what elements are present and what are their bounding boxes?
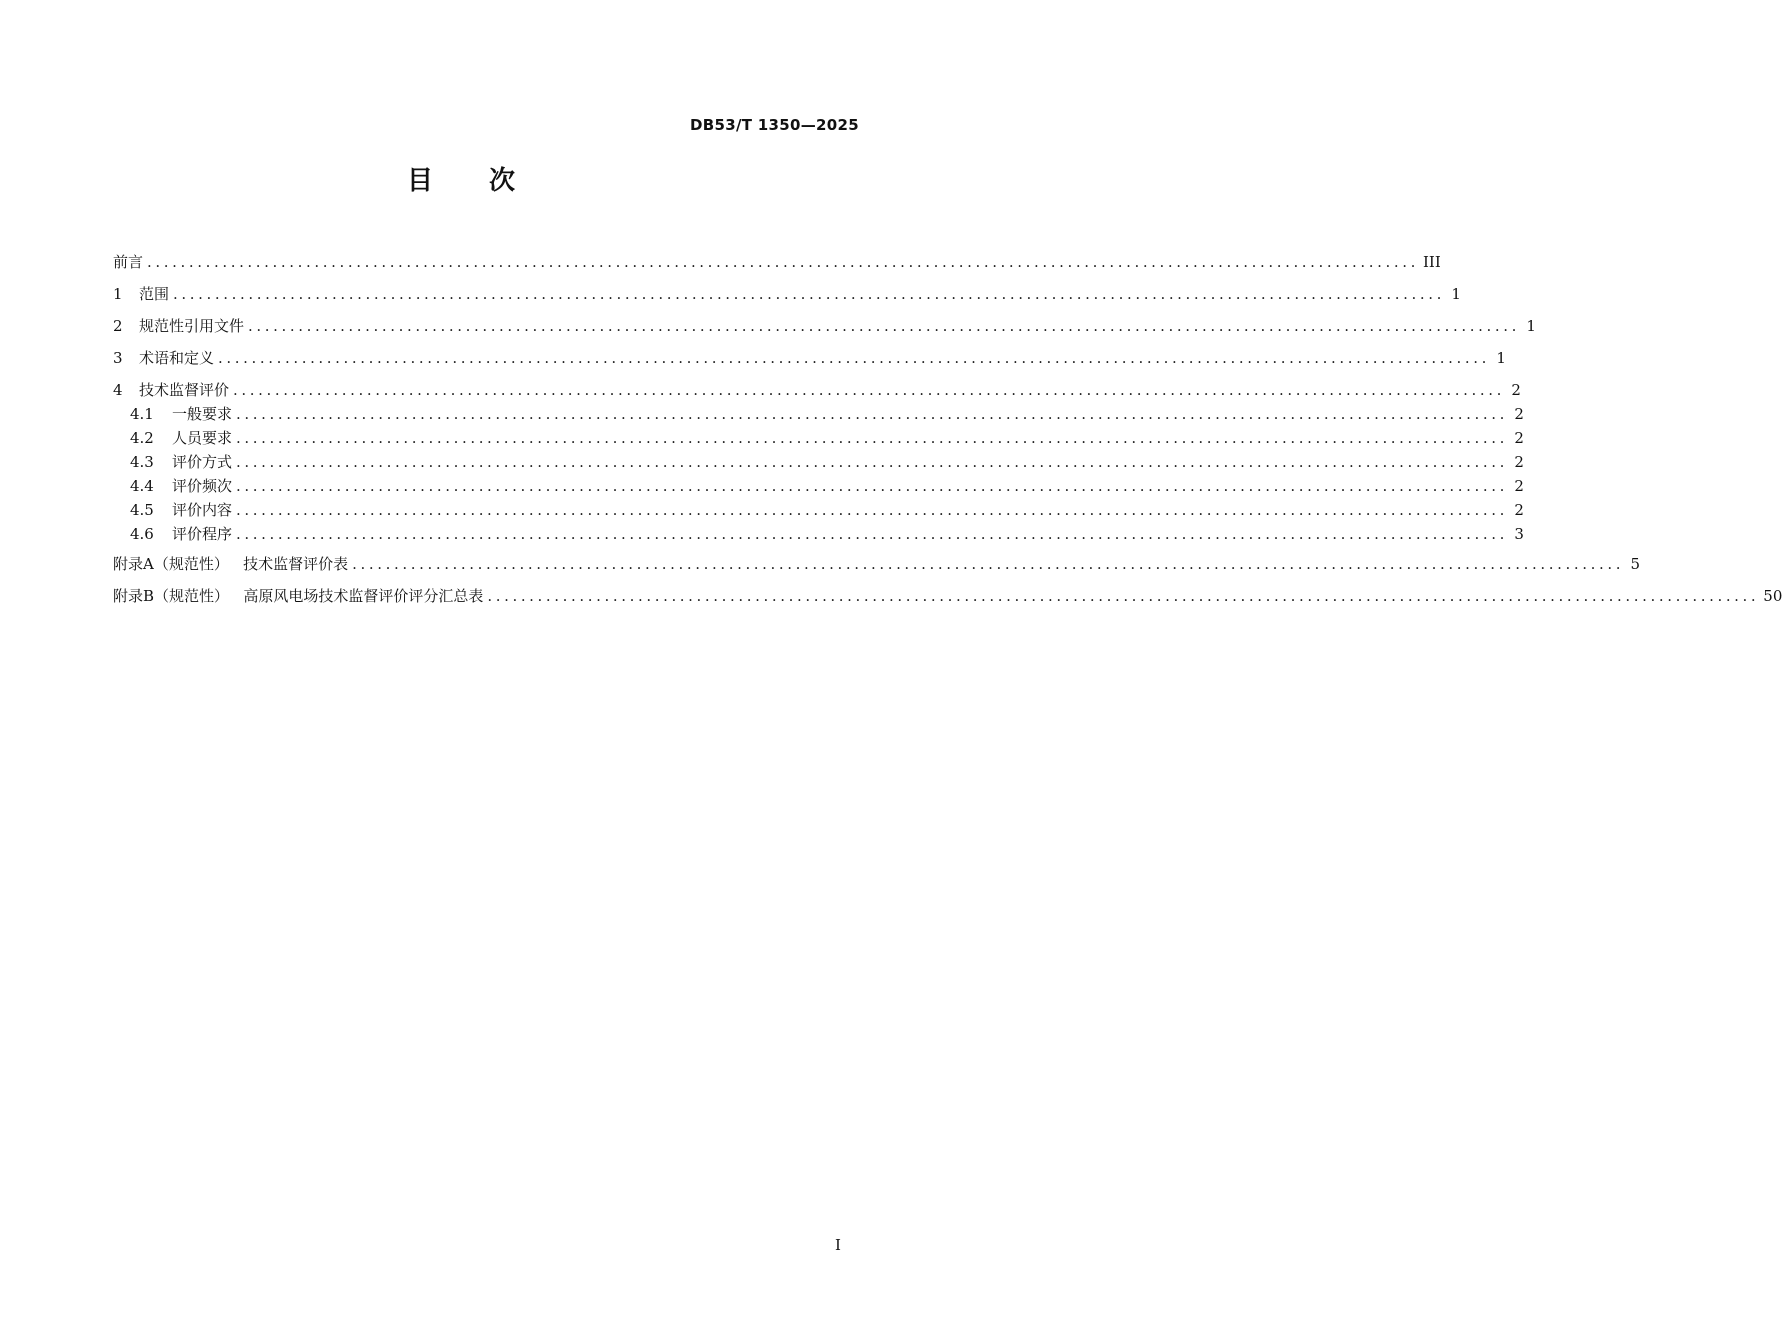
toc-entry-evaluation-procedure[interactable]: [113, 522, 1524, 552]
toc-leader-dots: ........................................................................................................................................................: [236, 477, 1508, 495]
toc-entry-evaluation[interactable]: [113, 378, 1521, 402]
toc-page: 5: [1630, 555, 1641, 573]
toc-page: 2: [1514, 477, 1524, 495]
toc-entry-normative-references[interactable]: [113, 314, 1536, 346]
toc-label: 规范性引用文件: [139, 317, 245, 335]
toc-page: 1: [1526, 317, 1536, 335]
toc-number: 4.4: [130, 477, 154, 495]
toc-page: III: [1422, 253, 1441, 271]
toc-entry-appendix-b[interactable]: [113, 584, 1782, 616]
toc-page: 2: [1514, 405, 1524, 423]
toc-entry-appendix-a[interactable]: [113, 552, 1641, 584]
toc-page: 2: [1514, 429, 1524, 447]
toc-number: 4: [113, 381, 123, 399]
toc-entry-personnel-requirements[interactable]: [113, 426, 1524, 450]
toc-label: 附录A（规范性） 技术监督评价表: [113, 555, 349, 573]
toc-page: 1: [1496, 349, 1506, 367]
table-of-contents: [113, 250, 1782, 616]
toc-number: 4.3: [130, 453, 154, 471]
toc-leader-dots: ........................................................................................................................................................: [352, 555, 1625, 573]
toc-label: 范围: [139, 285, 170, 303]
toc-entry-terms[interactable]: [113, 346, 1506, 378]
toc-label: 一般要求: [172, 405, 233, 423]
toc-label: 评价频次: [172, 477, 233, 495]
toc-entry-evaluation-frequency[interactable]: [113, 474, 1524, 498]
toc-page: 2: [1511, 381, 1521, 399]
toc-label: 人员要求: [172, 429, 233, 447]
toc-entry-evaluation-content[interactable]: [113, 498, 1524, 522]
toc-number: 1: [113, 285, 123, 303]
toc-leader-dots: ........................................................................................................................................................: [173, 285, 1445, 303]
toc-entry-general-requirements[interactable]: [113, 402, 1524, 426]
toc-number: 4.1: [130, 405, 154, 423]
toc-leader-dots: ........................................................................................................................................................: [236, 525, 1508, 543]
toc-leader-dots: ........................................................................................................................................................: [236, 501, 1508, 519]
toc-number: 4.6: [130, 525, 154, 543]
toc-leader-dots: ........................................................................................................................................................: [236, 405, 1508, 423]
toc-label: 术语和定义: [139, 349, 215, 367]
toc-page: 2: [1514, 501, 1524, 519]
toc-number: 2: [113, 317, 123, 335]
toc-label: 评价程序: [172, 525, 233, 543]
page-title: 目次: [406, 166, 571, 196]
page-number: I: [835, 1236, 841, 1254]
toc-label: 评价方式: [172, 453, 233, 471]
toc-page: 50: [1763, 587, 1782, 605]
toc-page: 3: [1514, 525, 1524, 543]
toc-entry-foreword[interactable]: [113, 250, 1441, 282]
toc-label: 技术监督评价: [139, 381, 230, 399]
toc-entry-scope[interactable]: [113, 282, 1461, 314]
toc-leader-dots: ........................................................................................................................................................: [147, 253, 1419, 271]
toc-label: 前言: [113, 253, 144, 271]
toc-leader-dots: ........................................................................................................................................................: [236, 429, 1508, 447]
toc-number: 4.2: [130, 429, 154, 447]
toc-leader-dots: ........................................................................................................................................................: [236, 453, 1508, 471]
toc-page: 2: [1514, 453, 1524, 471]
toc-leader-dots: ........................................................................................................................................................: [218, 349, 1490, 367]
toc-leader-dots: ........................................................................................................................................................: [248, 317, 1520, 335]
toc-label: 评价内容: [172, 501, 233, 519]
toc-page: 1: [1451, 285, 1461, 303]
document-id: DB53/T 1350—2025: [690, 116, 859, 134]
toc-number: 4.5: [130, 501, 154, 519]
toc-label: 附录B（规范性） 高原风电场技术监督评价评分汇总表: [113, 587, 484, 605]
toc-leader-dots: ........................................................................................................................................................: [233, 381, 1505, 399]
toc-leader-dots: ........................................................................................................................................................: [487, 587, 1760, 605]
toc-entry-evaluation-method[interactable]: [113, 450, 1524, 474]
toc-number: 3: [113, 349, 123, 367]
